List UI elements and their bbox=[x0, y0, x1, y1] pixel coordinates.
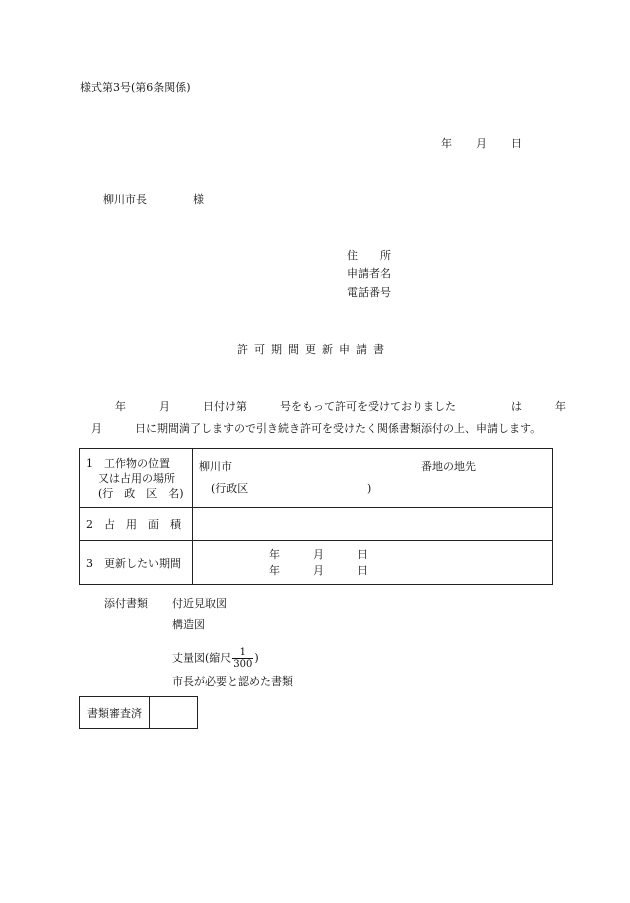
application-table bbox=[79, 448, 553, 585]
applicant-address-label: 住 所 bbox=[347, 249, 391, 262]
period-value-cell[interactable] bbox=[193, 541, 553, 585]
period-start: 年 月 日 bbox=[269, 548, 368, 561]
survey-drawing-suffix: ) bbox=[254, 651, 259, 665]
document-title: 許可期間更新申請書 bbox=[237, 343, 390, 356]
review-box bbox=[79, 696, 198, 729]
addressee-honorific: 様 bbox=[193, 193, 204, 206]
location-label-line-2: 又は占用の場所 bbox=[98, 471, 175, 485]
location-ward-close: ) bbox=[367, 482, 372, 495]
review-label: 書類審査済 bbox=[80, 697, 150, 728]
scale-denominator: 300 bbox=[233, 659, 253, 670]
scale-fraction bbox=[232, 647, 253, 670]
table-row-location bbox=[80, 449, 553, 508]
form-number: 様式第3号(第6条関係) bbox=[80, 81, 191, 94]
attachment-item-vicinity-map: 付近見取図 bbox=[172, 597, 227, 610]
attachment-item-survey-drawing bbox=[172, 647, 259, 670]
date-year-label: 年 bbox=[441, 137, 452, 150]
table-row-area bbox=[80, 508, 553, 541]
period-end: 年 月 日 bbox=[269, 564, 368, 577]
area-value-cell[interactable] bbox=[193, 508, 553, 541]
body-text-line-2: 月 日に期間満了しますので引き続き許可を受けたく関係書類添付の上、申請します。 bbox=[91, 422, 542, 435]
location-label-line-1: 1 工作物の位置 bbox=[86, 456, 170, 470]
addressee-name: 柳川市長 bbox=[103, 193, 147, 206]
location-ward-open: (行政区 bbox=[211, 482, 249, 495]
location-city: 柳川市 bbox=[199, 460, 232, 473]
date-day-label: 日 bbox=[511, 137, 522, 150]
survey-drawing-prefix: 丈量図(縮尺 bbox=[172, 651, 232, 665]
addressee bbox=[103, 194, 204, 205]
location-banchi: 番地の地先 bbox=[421, 460, 476, 473]
applicant-phone-label: 電話番号 bbox=[347, 286, 391, 299]
applicant-name-label: 申請者名 bbox=[347, 267, 391, 280]
table-row-period bbox=[80, 541, 553, 585]
location-value-cell[interactable] bbox=[193, 449, 553, 508]
location-label-line-3: (行 政 区 名) bbox=[98, 486, 184, 500]
body-text-line-1: 年 月 日付け第 号をもって許可を受けておりました は 年 bbox=[115, 400, 566, 413]
area-label: 2 占 用 面 積 bbox=[86, 518, 181, 531]
scale-numerator: 1 bbox=[232, 647, 253, 659]
date-month-label: 月 bbox=[476, 137, 487, 150]
area-label-cell bbox=[80, 508, 193, 541]
period-label-cell bbox=[80, 541, 193, 585]
attachment-item-structure-drawing: 構造図 bbox=[172, 618, 205, 631]
review-stamp-area[interactable] bbox=[150, 697, 197, 728]
date-line bbox=[441, 138, 522, 149]
attachments-heading: 添付書類 bbox=[104, 597, 148, 610]
period-label: 3 更新したい期間 bbox=[86, 556, 181, 570]
attachment-item-other-documents: 市長が必要と認めた書類 bbox=[172, 675, 293, 688]
location-label-cell bbox=[80, 449, 193, 508]
